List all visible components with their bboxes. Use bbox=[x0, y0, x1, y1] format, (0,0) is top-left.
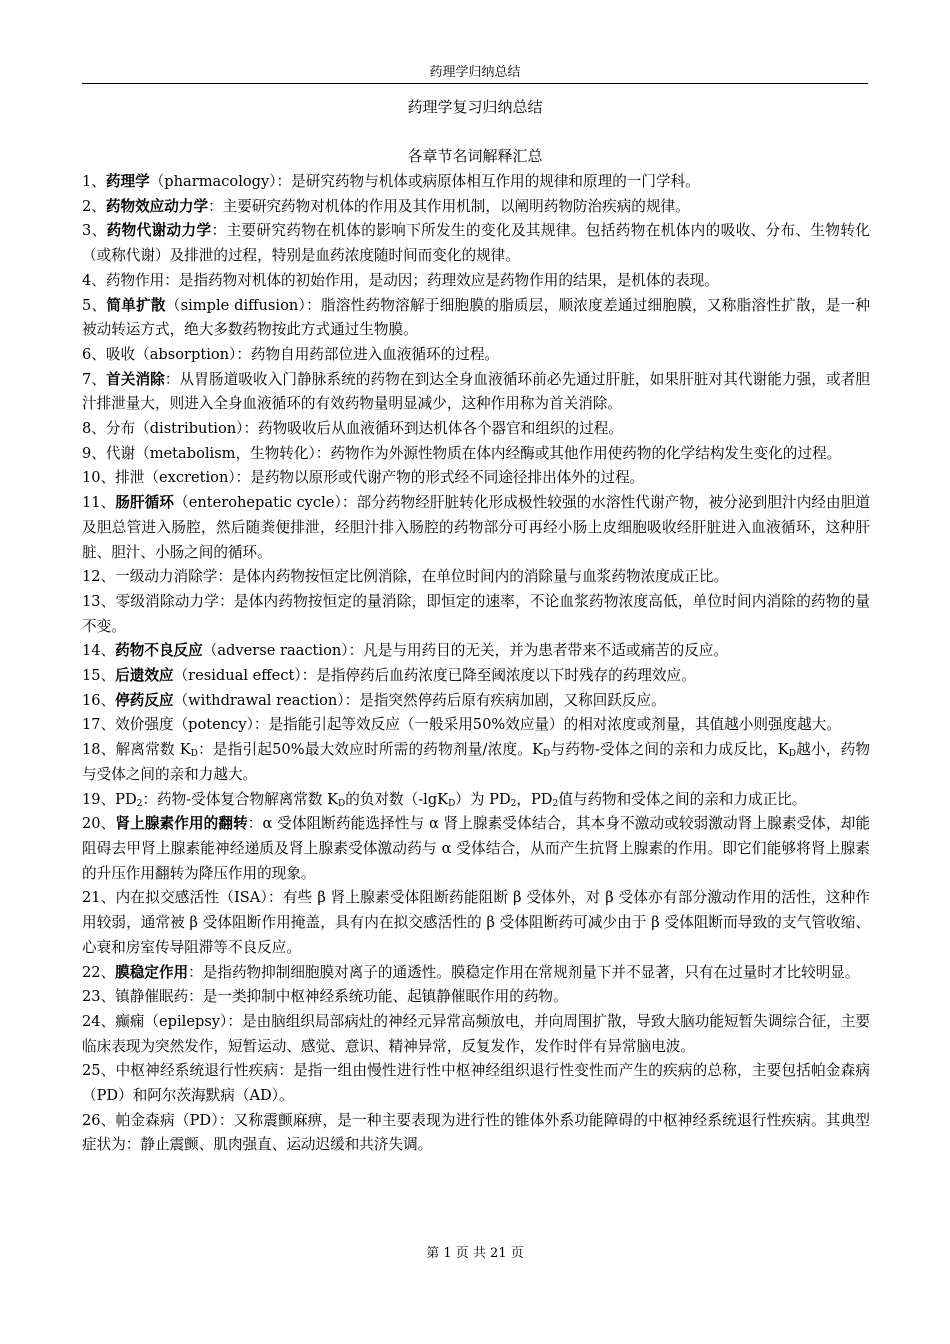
glossary-entry: 18、解离常数 $K_D$：是指引起50%最大效应时所需的药物剂量/浓度。$K_D$与药物-受体之间的亲和力成反比，$K_D$越小，药物与受体之间的亲和力越大。 bbox=[82, 741, 870, 783]
glossary-entry: 9、代谢（metabolism，生物转化）：药物作为外源性物质在体内经酶或其他作用使药物的化学结构发生变化的过程。 bbox=[82, 444, 842, 462]
glossary-entry: 10、排泄（excretion）：是药物以原形或代谢产物的形式经不同途径排出体外的过程。 bbox=[82, 469, 645, 487]
glossary-entry: 26、帕金森病（PD）：又称震颤麻痹，是一种主要表现为进行性的锥体外系功能障碍的中枢神经系统退行性疾病。其典型症状为：静止震颤、肌肉强直、运动迟缓和共济失调。 bbox=[82, 1111, 870, 1154]
entry-term: 癫痫 bbox=[115, 1012, 145, 1030]
entry-term: 药物作用 bbox=[105, 271, 165, 289]
entry-term: 首关消除 bbox=[106, 370, 165, 388]
glossary-entry: 19、$PD_2$：药物-受体复合物解离常数 $K_D$的负对数（-lgK$_D$）为 $PD_2$，$PD_2$值与药物和受体之间的亲和力成正比。 bbox=[82, 790, 807, 809]
glossary-entry: 2、药物效应动力学：主要研究药物对机体的作用及其作用机制，以阐明药物防治疾病的规律。 bbox=[82, 197, 690, 215]
running-header: 药理学归纳总结 bbox=[429, 65, 521, 80]
entry-term: 代谢 bbox=[105, 444, 136, 462]
glossary-entry: 6、吸收（absorption）：药物自用药部位进入血液循环的过程。 bbox=[82, 345, 500, 363]
glossary-entry: 21、内在拟交感活性（ISA）：有些 β 肾上腺素受体阻断药能阻断 β 受体外，对 β 受体亦有部分激动作用的活性，这种作用较弱，通常被 β 受体阻断作用掩盖，具有内在拟交感活性的 β 受体阻断药可减少由于 β 受体阻断而导致的支气管收缩、心衰和房室传导阻滞等不良反应。 bbox=[82, 889, 870, 956]
glossary-entry: 16、停药反应（withdrawal reaction）：是指突然停药后原有疾病加剧，又称回跃反应。 bbox=[82, 691, 666, 709]
entry-term: 一级动力消除学 bbox=[115, 568, 218, 586]
entry-term: 分布 bbox=[105, 420, 136, 438]
glossary-entry: 12、一级动力消除学：是体内药物按恒定比例消除，在单位时间内的消除量与血浆药物浓度成正比。 bbox=[82, 568, 729, 586]
entry-term: 解离常数 K bbox=[115, 741, 191, 759]
entry-term: 药物代谢动力学 bbox=[106, 222, 212, 240]
entry-term: 零级消除动力学 bbox=[115, 592, 220, 610]
entry-term: 帕金森病 bbox=[115, 1111, 175, 1129]
entry-term: 停药反应 bbox=[115, 691, 174, 709]
entry-term: 吸收 bbox=[105, 345, 136, 363]
header-rule bbox=[82, 83, 868, 84]
entry-term: 药理学 bbox=[105, 173, 150, 190]
entry-term: 简单扩散 bbox=[106, 296, 166, 314]
glossary-entry: 23、镇静催眠药：是一类抑制中枢神经系统功能、起镇静催眠作用的药物。 bbox=[82, 988, 568, 1006]
entry-term: 内在拟交感活性 bbox=[115, 889, 220, 907]
entry-term: 药物不良反应 bbox=[115, 642, 203, 660]
glossary-entry: 20、肾上腺素作用的翻转：α 受体阻断药能选择性与 α 肾上腺素受体结合，其本身不激动或较弱激动肾上腺素受体，却能阻碍去甲肾上腺素能神经递质及肾上腺素受体激动药与 α 受体结合，从而产生抗肾上腺素的作用。即它们能够将肾上腺素的升压作用翻转为降压作用的现象。 bbox=[82, 815, 870, 882]
entry-term: 肠肝循环 bbox=[115, 494, 175, 512]
section-title: 各章节名词解释汇总 bbox=[407, 147, 543, 165]
entry-term: 膜稳定作用 bbox=[115, 963, 189, 981]
entry-term: 肾上腺素作用的翻转 bbox=[115, 815, 248, 833]
page-footer: 第 1 页 共 21 页 bbox=[426, 1246, 524, 1261]
entry-term: 后遗效应 bbox=[115, 667, 174, 685]
glossary-entry: 22、膜稳定作用：是指药物抑制细胞膜对离子的通透性。膜稳定作用在常规剂量下并不显著，只有在过量时才比较明显。 bbox=[82, 963, 860, 981]
entry-term: PD bbox=[115, 790, 137, 808]
entry-term: 镇静催眠药 bbox=[115, 988, 189, 1006]
entry-term: 排泄 bbox=[115, 469, 145, 487]
entry-term: 药物效应动力学 bbox=[105, 197, 209, 215]
glossary-entry: 14、药物不良反应（adverse raaction）：凡是与用药目的无关，并为患者带来不适或痛苦的反应。 bbox=[82, 642, 729, 660]
glossary-entry: 7、首关消除：从胃肠道吸收入门静脉系统的药物在到达全身血液循环前必先通过肝脏，如果肝脏对其代谢能力强，或者胆汁排泄量大，则进入全身血液循环的有效药物量明显减少，这种作用称为首关消除。 bbox=[82, 370, 870, 413]
glossary-entry: 4、药物作用：是指药物对机体的初始作用，是动因；药理效应是药物作用的结果，是机体的表现。 bbox=[82, 271, 719, 289]
glossary-entry: 15、后遗效应（residual effect）：是指停药后血药浓度已降至阈浓度以下时残存的药理效应。 bbox=[82, 667, 696, 685]
glossary-entry: 11、肠肝循环（enterohepatic cycle）：部分药物经肝脏转化形成极性较强的水溶性代谢产物，被分泌到胆汁内经由胆道及胆总管进入肠腔，然后随粪便排泄，经胆汁排入肠腔的药物部分可再经小肠上皮细胞吸收经肝脏进入血液循环，这种肝脏、胆汁、小肠之间的循环。 bbox=[82, 494, 870, 561]
glossary-entry: 17、效价强度（potency）：是指能引起等效反应（一般采用50%效应量）的相对浓度或剂量，其值越小则强度越大。 bbox=[82, 716, 841, 734]
glossary-entry: 25、中枢神经系统退行性疾病：是指一组由慢性进行性中枢神经组织退行性变性而产生的疾病的总称，主要包括帕金森病（PD）和阿尔茨海默病（AD）。 bbox=[82, 1062, 870, 1105]
glossary-list bbox=[82, 170, 870, 1158]
document-title: 药理学复习归纳总结 bbox=[407, 98, 543, 116]
entry-term: 中枢神经系统退行性疾病 bbox=[115, 1062, 279, 1080]
glossary-entry: 13、零级消除动力学：是体内药物按恒定的量消除，即恒定的速率，不论血浆药物浓度高低，单位时间内消除的药物的量不变。 bbox=[82, 592, 870, 635]
glossary-entry: 8、分布（distribution）：药物吸收后从血液循环到达机体各个器官和组织的过程。 bbox=[82, 420, 623, 438]
glossary-entry: 1、药理学（pharmacology）：是研究药物与机体或病原体相互作用的规律和原理的一门学科。 bbox=[82, 173, 700, 190]
glossary-entry: 3、药物代谢动力学：主要研究药物在机体的影响下所发生的变化及其规律。包括药物在机体内的吸收、分布、生物转化（或称代谢）及排泄的过程，特别是血药浓度随时间而变化的规律。 bbox=[82, 222, 870, 265]
glossary-entry: 24、癫痫（epilepsy）：是由脑组织局部病灶的神经元异常高频放电，并向周围扩散，导致大脑功能短暂失调综合征，主要临床表现为突然发作，短暂运动、感觉、意识、精神异常，反复发作，发作时伴有异常脑电波。 bbox=[82, 1012, 870, 1055]
entry-term: 效价强度 bbox=[115, 716, 174, 734]
glossary-entry: 5、简单扩散（simple diffusion）：脂溶性药物溶解于细胞膜的脂质层，顺浓度差通过细胞膜，又称脂溶性扩散，是一种被动转运方式，绝大多数药物按此方式通过生物膜。 bbox=[82, 296, 870, 339]
